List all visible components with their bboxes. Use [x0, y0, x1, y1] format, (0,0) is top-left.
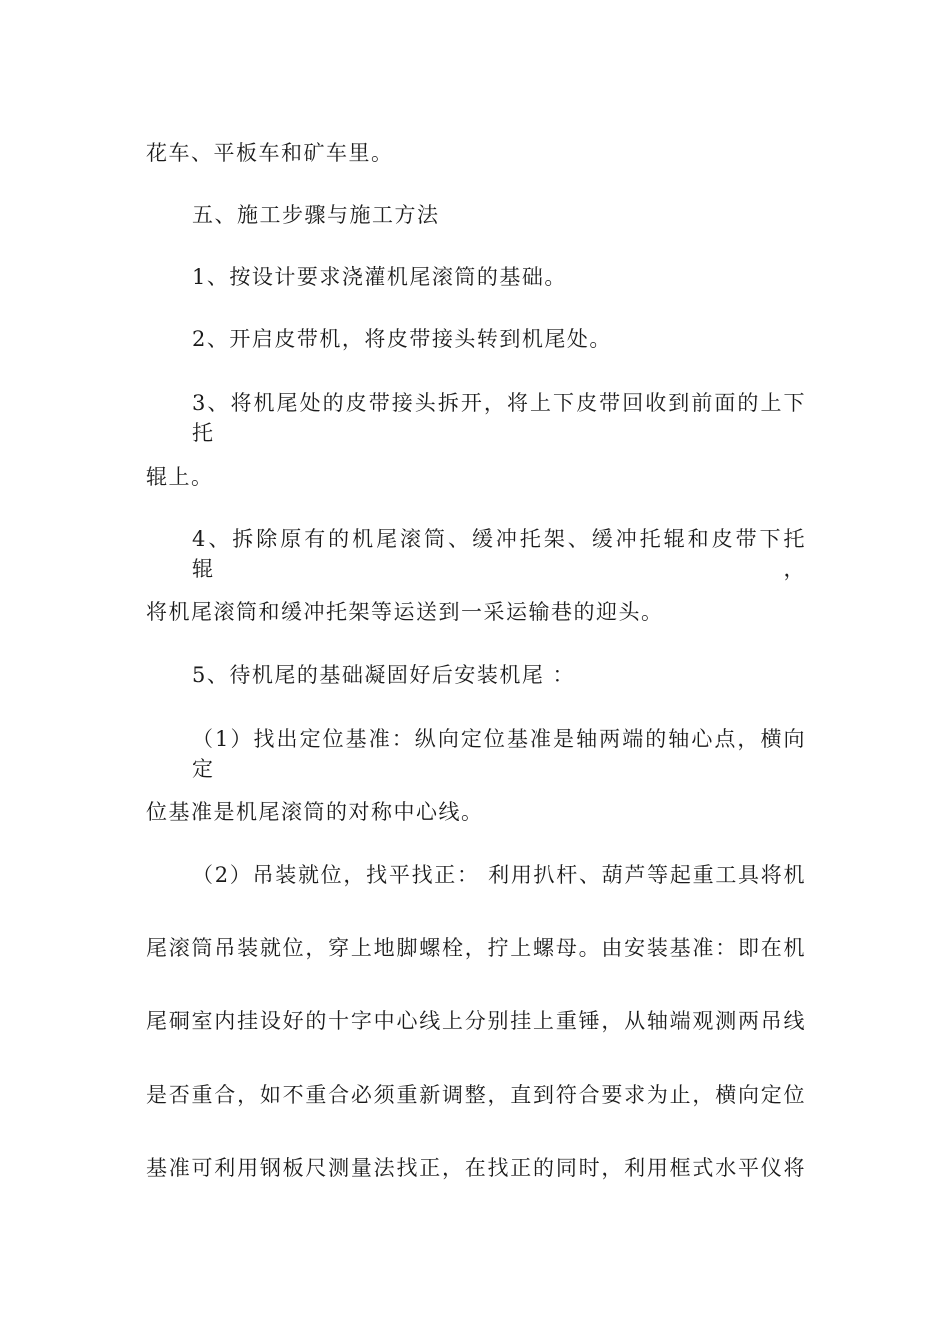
step-4-line: 4、拆除原有的机尾滚筒、缓冲托架、缓冲托辊和皮带下托辊，: [192, 527, 806, 581]
text-line-continuation: 花车、平板车和矿车里。: [146, 141, 394, 165]
substep-2-continuation-4: 基准可利用钢板尺测量法找正，在找正的同时，利用框式水平仪将: [146, 1156, 806, 1180]
step-1-line: 1、按设计要求浇灌机尾滚筒的基础。: [192, 265, 567, 289]
substep-2-continuation-2: 尾硐室内挂设好的十字中心线上分别挂上重锤，从轴端观测两吊线: [146, 1009, 806, 1033]
step-3-line: 3、将机尾处的皮带接头拆开，将上下皮带回收到前面的上下托: [192, 391, 806, 445]
step-2-line: 2、开启皮带机，将皮带接头转到机尾处。: [192, 327, 612, 351]
step-3-continuation: 辊上。: [146, 465, 214, 489]
substep-1-continuation: 位基准是机尾滚筒的对称中心线。: [146, 800, 484, 824]
section-heading: 五、施工步骤与施工方法: [192, 203, 440, 227]
substep-2-line: （2）吊装就位，找平找正： 利用扒杆、葫芦等起重工具将机: [192, 863, 806, 887]
substep-1-line: （1）找出定位基准：纵向定位基准是轴两端的轴心点，横向定: [192, 727, 806, 781]
substep-2-continuation-3: 是否重合，如不重合必须重新调整，直到符合要求为止，横向定位: [146, 1083, 806, 1107]
step-4-continuation: 将机尾滚筒和缓冲托架等运送到一采运输巷的迎头。: [146, 600, 664, 624]
substep-2-continuation-1: 尾滚筒吊装就位，穿上地脚螺栓，拧上螺母。由安装基准：即在机: [146, 936, 806, 960]
step-5-line: 5、待机尾的基础凝固好后安装机尾 ：: [192, 663, 576, 687]
